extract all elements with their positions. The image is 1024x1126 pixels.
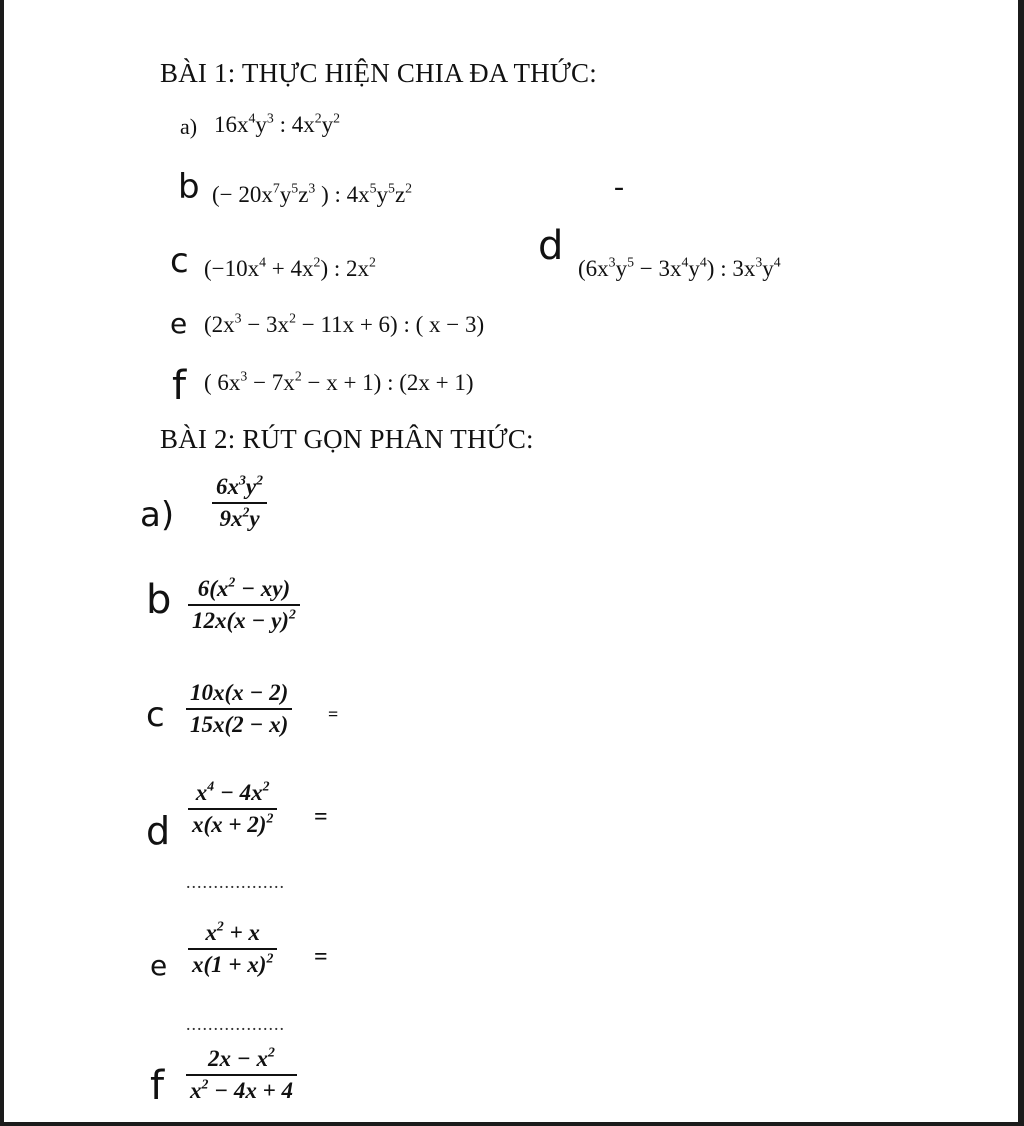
dotted-line-2: .................. bbox=[186, 1014, 285, 1034]
dotted-line-1: .................. bbox=[186, 872, 285, 892]
bai2-label-e: e bbox=[150, 949, 168, 982]
fraction-d-denominator: $x(x + 2)^2$ bbox=[192, 810, 274, 837]
bai1-label-c: c bbox=[170, 241, 189, 281]
fraction-c-denominator: 15x(2 − x) bbox=[190, 712, 289, 737]
bai1-expr-d: $(6x^3y^5 - 3x^4y^4)$ : $3x^3y^4$ bbox=[578, 254, 781, 281]
bai1-label-b: b bbox=[178, 167, 200, 207]
equals-c: = bbox=[328, 704, 339, 724]
fraction-e-denominator: $x(1 + x)^2$ bbox=[192, 950, 274, 977]
fraction-e-numerator: $x^2 + x$ bbox=[205, 918, 260, 945]
bai2-title: BÀI 2: RÚT GỌN PHÂN THỨC: bbox=[160, 424, 534, 454]
bai2-label-c: c bbox=[146, 695, 165, 735]
bai1-expr-c: $(-10x^4 + 4x^2)$ : $2x^2$ bbox=[204, 254, 376, 281]
bai1-label-a: a) bbox=[180, 114, 198, 139]
bai2-label-a: a) bbox=[140, 495, 175, 535]
equals-e: = bbox=[314, 944, 328, 970]
bai1-label-f: f bbox=[172, 363, 187, 409]
bai1-expr-a: $16x^4y^3$ : $4x^2y^2$ bbox=[214, 110, 341, 137]
left-border bbox=[0, 0, 4, 1126]
bai1-expr-e: $(2x^3 - 3x^2 - 11x + 6)$ : ( x − 3) bbox=[204, 310, 485, 337]
stray-dash: - bbox=[614, 170, 624, 203]
fraction-d-numerator: $x^4 - 4x^2$ bbox=[195, 778, 270, 805]
fraction-a-numerator: $6x^3y^2$ bbox=[216, 472, 264, 499]
fraction-f-denominator: $x^2 - 4x + 4$ bbox=[190, 1076, 293, 1103]
fraction-b-denominator: $12x(x - y)^2$ bbox=[192, 606, 296, 633]
bai1-label-d: d bbox=[538, 223, 564, 269]
bai2-label-f: f bbox=[150, 1063, 165, 1109]
fraction-a-denominator: $9x^2y$ bbox=[219, 504, 260, 531]
fraction-c bbox=[186, 680, 292, 738]
equals-d: = bbox=[314, 804, 328, 830]
fraction-a bbox=[212, 474, 267, 532]
fraction-e bbox=[188, 920, 277, 978]
bai1-expr-b: (− $20x^7y^5z^3$ ) : $4x^5y^5z^2$ bbox=[212, 180, 413, 207]
fraction-c-numerator: 10x(x − 2) bbox=[190, 680, 289, 705]
bai1-title: BÀI 1: THỰC HIỆN CHIA ĐA THỨC: bbox=[160, 58, 597, 88]
bai1-label-e: e bbox=[170, 307, 188, 340]
fraction-f-numerator: $2x - x^2$ bbox=[208, 1044, 275, 1071]
bai2-label-d: d bbox=[146, 809, 171, 853]
fraction-b-numerator: $6(x^2 - xy)$ bbox=[197, 574, 291, 601]
bai2-label-b: b bbox=[146, 577, 172, 623]
bottom-border bbox=[0, 1122, 1024, 1126]
bai1-expr-f: ( $6x^3 - 7x^2 - x + 1$) : (2x + 1) bbox=[204, 368, 474, 395]
right-border bbox=[1018, 0, 1024, 1126]
fraction-b bbox=[188, 576, 300, 634]
fraction-d bbox=[188, 780, 277, 838]
fraction-f bbox=[186, 1046, 297, 1104]
